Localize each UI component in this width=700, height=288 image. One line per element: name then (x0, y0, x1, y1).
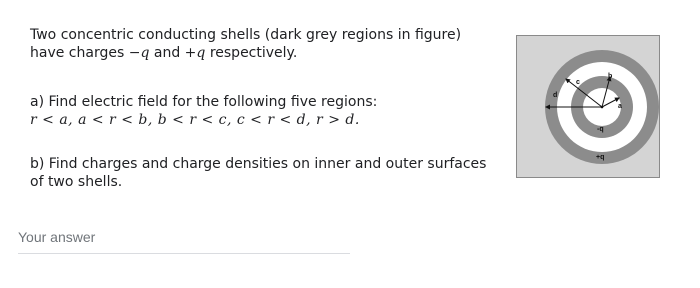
question-intro-line2 (30, 44, 500, 62)
part-b-line1: b) Find charges and charge densities on inner and outer surfaces (30, 156, 487, 172)
question-intro-line1: Two concentric conducting shells (dark grey regions in figure) (30, 27, 462, 43)
label-a: a (618, 103, 622, 110)
part-a-regions: r < a, a < r < b, b < r < c, c < r < d, r > d. (30, 112, 360, 128)
label-b: b (608, 73, 613, 80)
answer-input[interactable]: Your answer (18, 229, 96, 245)
intro-text-post: respectively. (205, 45, 298, 61)
question-part-a (30, 93, 500, 129)
intro-text-mid: and (149, 45, 185, 61)
label-c: c (576, 79, 580, 86)
charge-positive: +q (184, 45, 206, 61)
intro-text-pre: have charges (30, 45, 129, 61)
charge-negative: −q (128, 45, 150, 61)
label-d: d (553, 92, 558, 99)
label-inner-charge: -q (597, 126, 604, 133)
concentric-shells-figure (516, 35, 660, 178)
part-b-line2: of two shells. (30, 174, 123, 190)
part-a-label: a) Find electric field for the following five regions: (30, 94, 378, 110)
question-part-b (30, 155, 500, 191)
label-outer-charge: +q (596, 154, 605, 161)
answer-underline (18, 253, 350, 254)
question-intro (30, 26, 500, 62)
